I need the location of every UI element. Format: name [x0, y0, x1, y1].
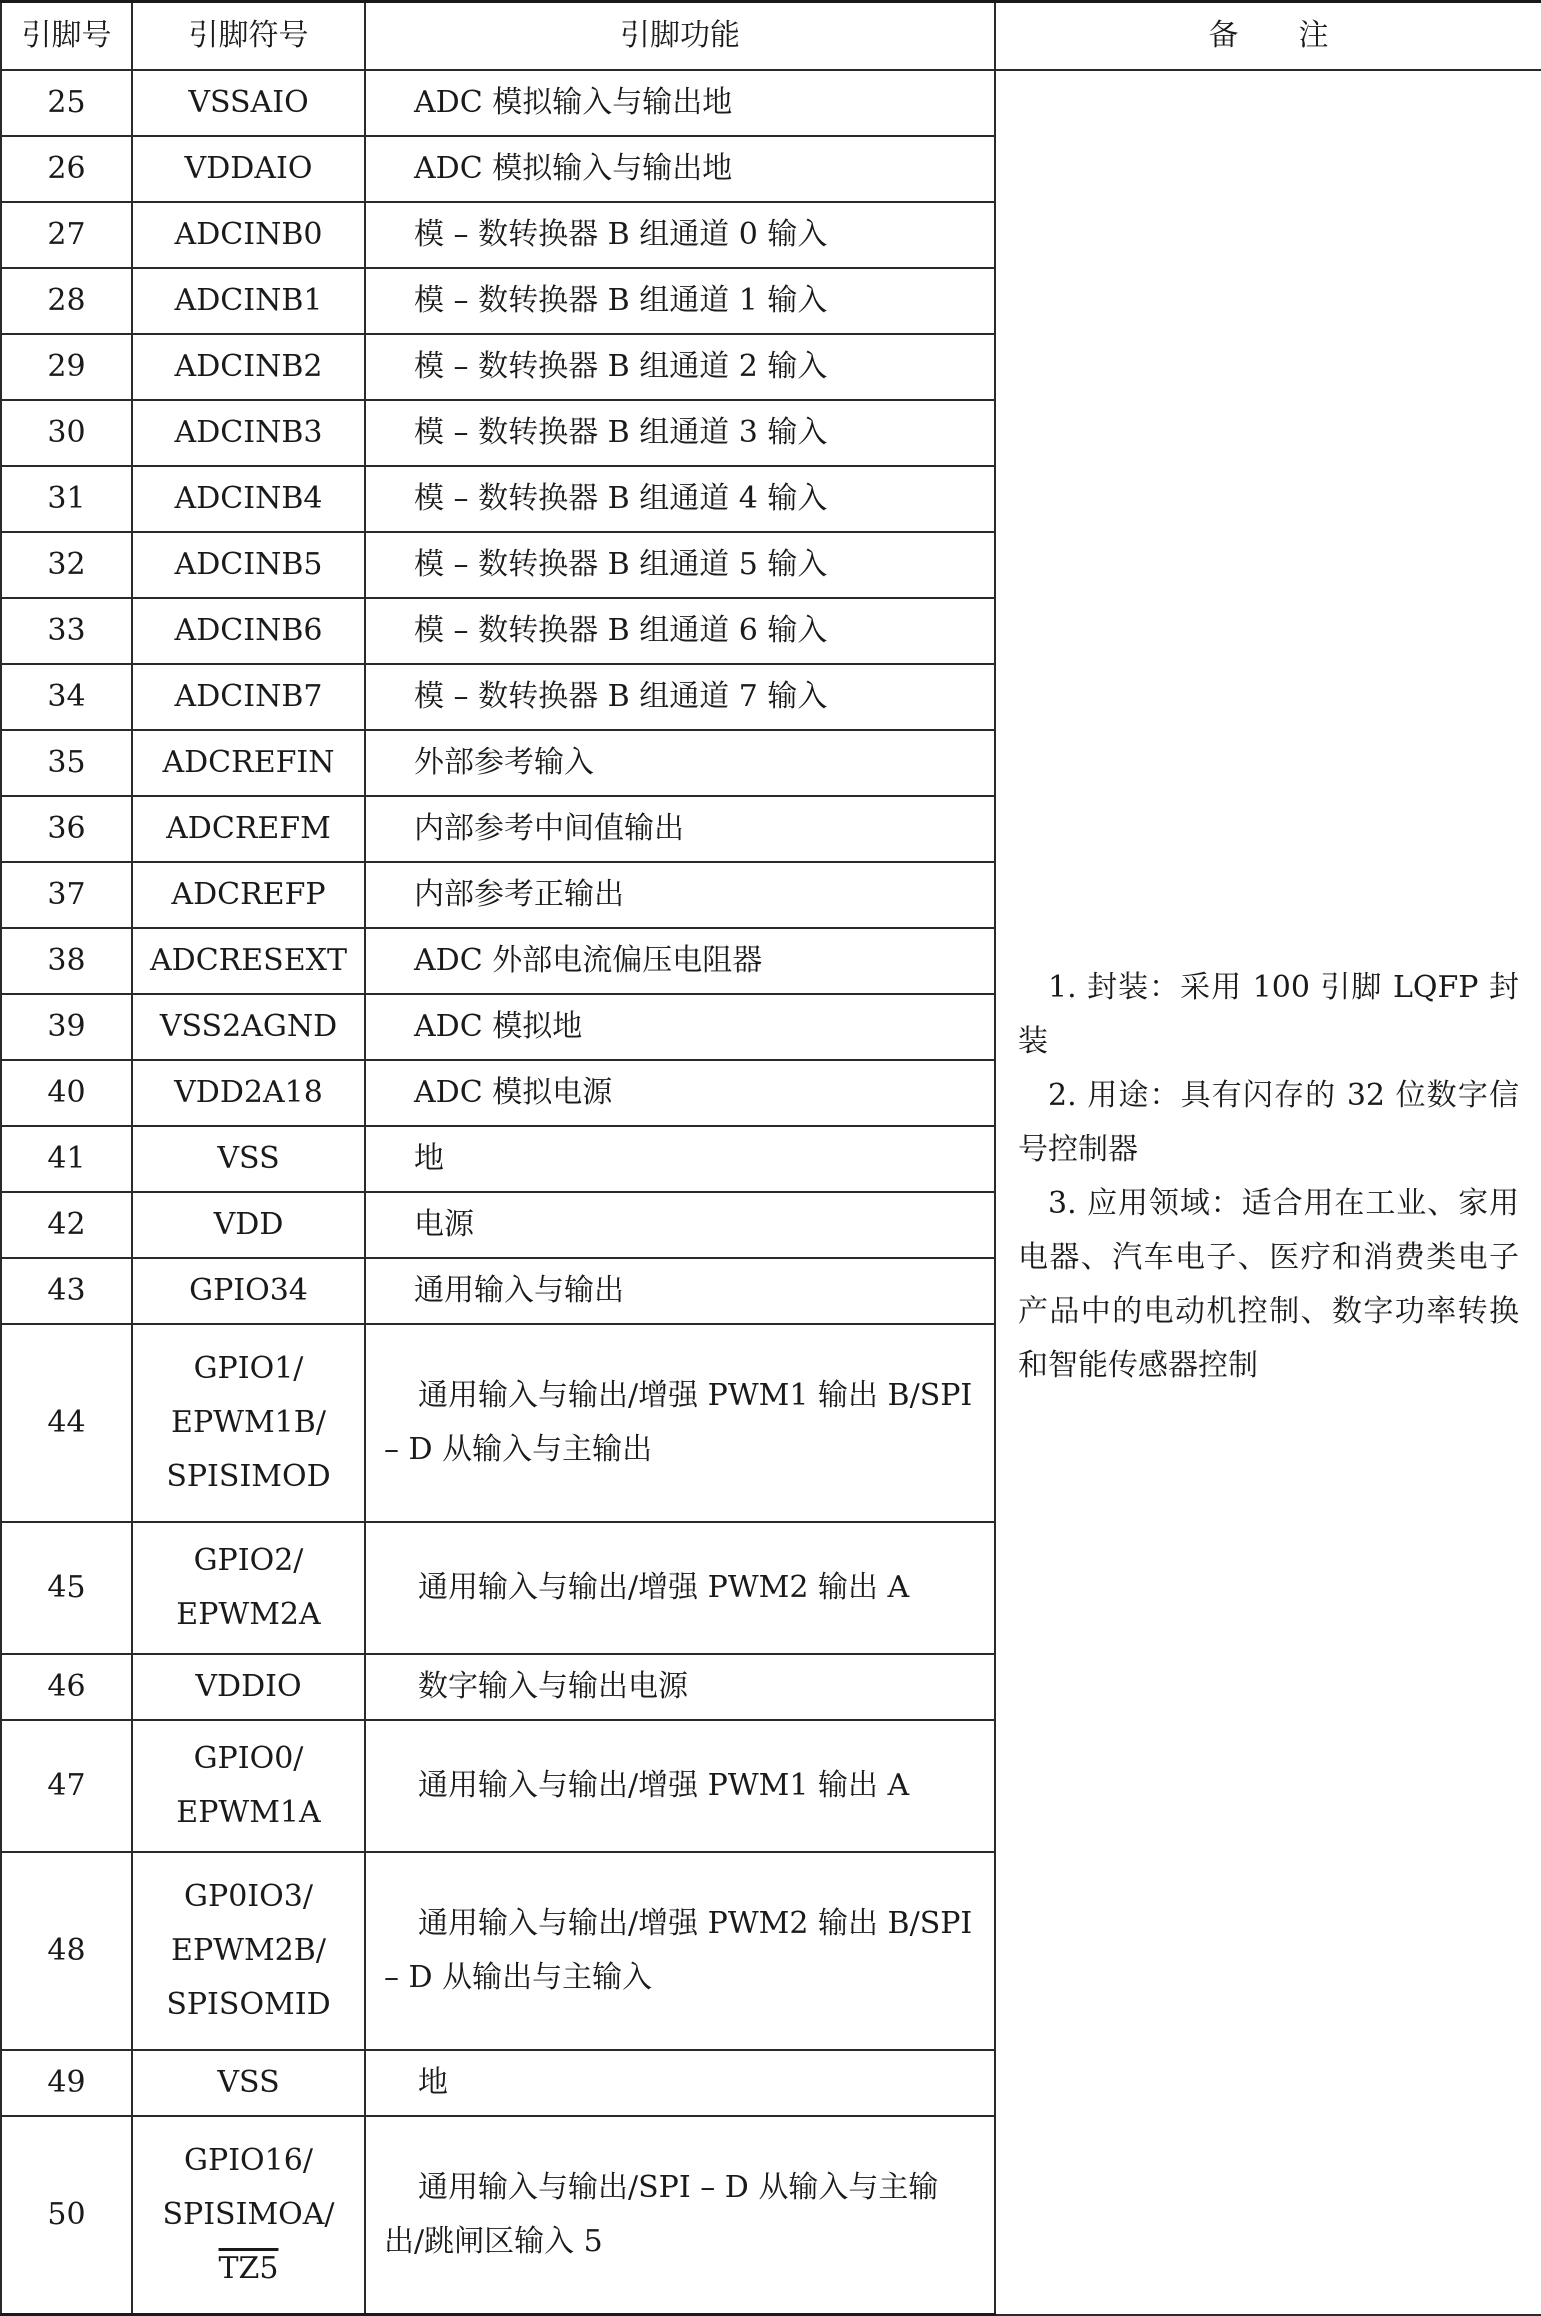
pin-symbol	[132, 2050, 365, 2116]
pin-symbol-line: VSSAIO	[188, 85, 309, 120]
pin-symbol-line: GPIO16/	[184, 2143, 313, 2178]
pin-function: 模 – 数转换器 B 组通道 7 输入	[365, 664, 995, 730]
pin-symbol-line: SPISIMOD	[166, 1459, 331, 1494]
pin-number: 42	[1, 1192, 132, 1258]
pin-number: 39	[1, 994, 132, 1060]
pin-number: 44	[1, 1324, 132, 1522]
pin-function: 电源	[365, 1192, 995, 1258]
pin-symbol-line: GPIO0/	[193, 1741, 304, 1776]
pin-function: 模 – 数转换器 B 组通道 2 输入	[365, 334, 995, 400]
pin-number: 45	[1, 1522, 132, 1654]
table-header	[1, 2, 1541, 71]
pin-number: 30	[1, 400, 132, 466]
pin-function: ADC 模拟输入与输出地	[365, 70, 995, 136]
header-pin-symbol: 引脚符号	[132, 2, 365, 71]
remark-item: 1. 封装：采用 100 引脚 LQFP 封装	[1018, 970, 1519, 1059]
pin-number: 25	[1, 70, 132, 136]
pin-function: 通用输入与输出/SPI – D 从输入与主输出/跳闸区输入 5	[365, 2116, 995, 2315]
pin-function: 通用输入与输出/增强 PWM1 输出 B/SPI – D 从输入与主输出	[365, 1324, 995, 1522]
pin-symbol	[132, 1720, 365, 1852]
pin-function: 通用输入与输出	[365, 1258, 995, 1324]
pin-symbol	[132, 796, 365, 862]
pin-symbol-line: VSS2AGND	[159, 1009, 338, 1044]
pin-symbol-line: GP0IO3/	[184, 1879, 313, 1914]
remark-item: 3. 应用领域：适合用在工业、家用电器、汽车电子、医疗和消费类电子产品中的电动机控制、数字功率转换和智能传感器控制	[1018, 1186, 1519, 1383]
header-pin-function: 引脚功能	[365, 2, 995, 71]
pin-symbol-line: EPWM2B/	[171, 1933, 326, 1968]
pin-symbol	[132, 334, 365, 400]
pin-symbol-line: ADCREFM	[166, 811, 331, 846]
pin-function: 数字输入与输出电源	[365, 1654, 995, 1720]
pin-symbol	[132, 1654, 365, 1720]
pin-function: 模 – 数转换器 B 组通道 0 输入	[365, 202, 995, 268]
pin-symbol-line: ADCINB2	[174, 349, 323, 384]
pin-symbol-line: GPIO2/	[193, 1543, 304, 1578]
pin-number: 46	[1, 1654, 132, 1720]
pin-symbol-line: VDD2A18	[174, 1075, 323, 1110]
pin-symbol	[132, 1852, 365, 2050]
pin-number: 49	[1, 2050, 132, 2116]
pin-symbol	[132, 862, 365, 928]
remarks-cell	[995, 70, 1541, 2315]
pin-symbol	[132, 268, 365, 334]
pin-function: 模 – 数转换器 B 组通道 6 输入	[365, 598, 995, 664]
pin-number: 29	[1, 334, 132, 400]
pin-symbol	[132, 598, 365, 664]
pin-number: 47	[1, 1720, 132, 1852]
pin-symbol	[132, 1522, 365, 1654]
pin-number: 32	[1, 532, 132, 598]
pin-symbol-line: SPISOMID	[166, 1987, 331, 2022]
pin-function: 模 – 数转换器 B 组通道 5 输入	[365, 532, 995, 598]
pin-symbol-line: VDD	[213, 1207, 284, 1242]
pin-symbol-line: SPISIMOA/	[162, 2197, 335, 2232]
pin-number: 50	[1, 2116, 132, 2315]
pin-symbol-line: VDDAIO	[184, 151, 313, 186]
pin-symbol-line-overlined: TZ5	[218, 2251, 279, 2286]
pin-number: 35	[1, 730, 132, 796]
pin-function: 内部参考中间值输出	[365, 796, 995, 862]
pin-symbol	[132, 1324, 365, 1522]
pin-symbol	[132, 1258, 365, 1324]
pin-number: 34	[1, 664, 132, 730]
pin-function: 通用输入与输出/增强 PWM2 输出 B/SPI – D 从输出与主输入	[365, 1852, 995, 2050]
pin-symbol-line: ADCINB3	[174, 415, 323, 450]
pin-symbol	[132, 1060, 365, 1126]
remark-item: 2. 用途：具有闪存的 32 位数字信号控制器	[1018, 1078, 1519, 1167]
pin-function: ADC 模拟电源	[365, 1060, 995, 1126]
pin-symbol-line: VDDIO	[195, 1669, 302, 1704]
header-row	[1, 2, 1541, 71]
pin-symbol-line: EPWM1B/	[171, 1405, 326, 1440]
pin-number: 38	[1, 928, 132, 994]
pin-number: 48	[1, 1852, 132, 2050]
pin-function: 内部参考正输出	[365, 862, 995, 928]
pin-symbol	[132, 2116, 365, 2315]
pin-symbol-line: VSS	[217, 2065, 280, 2100]
pin-symbol	[132, 730, 365, 796]
pin-number: 43	[1, 1258, 132, 1324]
pin-symbol-line: EPWM1A	[176, 1795, 321, 1830]
pin-number: 40	[1, 1060, 132, 1126]
pin-number: 41	[1, 1126, 132, 1192]
pin-symbol	[132, 532, 365, 598]
pin-function: ADC 模拟地	[365, 994, 995, 1060]
pin-function: 通用输入与输出/增强 PWM1 输出 A	[365, 1720, 995, 1852]
pin-symbol-line: ADCRESEXT	[150, 943, 347, 978]
pin-function: 模 – 数转换器 B 组通道 3 输入	[365, 400, 995, 466]
pin-function: 地	[365, 1126, 995, 1192]
pin-symbol-line: ADCREFIN	[162, 745, 335, 780]
pin-symbol	[132, 994, 365, 1060]
pin-symbol	[132, 1126, 365, 1192]
pin-symbol	[132, 664, 365, 730]
pin-function: ADC 外部电流偏压电阻器	[365, 928, 995, 994]
pin-number: 31	[1, 466, 132, 532]
pin-symbol-line: GPIO1/	[193, 1351, 304, 1386]
pin-symbol	[132, 400, 365, 466]
pin-symbol	[132, 1192, 365, 1258]
pin-symbol-line: ADCINB0	[174, 217, 323, 252]
table-body	[1, 70, 1541, 2315]
pin-symbol-line: ADCINB6	[174, 613, 323, 648]
pin-symbol-line: GPIO34	[189, 1273, 308, 1308]
pin-function: 模 – 数转换器 B 组通道 4 输入	[365, 466, 995, 532]
pin-symbol-line: ADCREFP	[171, 877, 326, 912]
header-remarks: 备 注	[995, 2, 1541, 71]
pin-symbol	[132, 70, 365, 136]
pin-symbol	[132, 466, 365, 532]
remarks-list	[1018, 71, 1519, 1393]
pin-number: 37	[1, 862, 132, 928]
pin-symbol-line: ADCINB4	[174, 481, 323, 516]
pin-function: 外部参考输入	[365, 730, 995, 796]
pin-number: 28	[1, 268, 132, 334]
pin-function: 地	[365, 2050, 995, 2116]
header-pin-number: 引脚号	[1, 2, 132, 71]
pin-symbol-line: VSS	[217, 1141, 280, 1176]
pin-symbol	[132, 136, 365, 202]
pin-symbol	[132, 928, 365, 994]
pin-symbol-line: EPWM2A	[176, 1597, 321, 1632]
pin-number: 36	[1, 796, 132, 862]
pin-symbol-line: ADCINB1	[174, 283, 323, 318]
pin-function: ADC 模拟输入与输出地	[365, 136, 995, 202]
pin-symbol-line: ADCINB7	[174, 679, 323, 714]
pin-number: 33	[1, 598, 132, 664]
pin-number: 26	[1, 136, 132, 202]
table-row	[1, 70, 1541, 136]
pin-symbol	[132, 202, 365, 268]
pin-function: 模 – 数转换器 B 组通道 1 输入	[365, 268, 995, 334]
pin-symbol-line: ADCINB5	[174, 547, 323, 582]
pin-number: 27	[1, 202, 132, 268]
pin-function: 通用输入与输出/增强 PWM2 输出 A	[365, 1522, 995, 1654]
